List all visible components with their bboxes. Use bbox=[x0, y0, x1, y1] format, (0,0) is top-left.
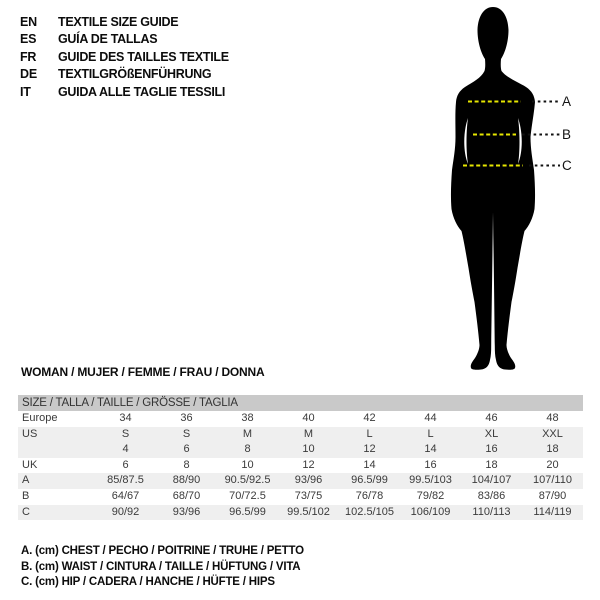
table-row-chest bbox=[18, 473, 583, 489]
size-cell: 70/72.5 bbox=[229, 489, 266, 502]
size-cell: 90.5/92.5 bbox=[224, 474, 271, 487]
language-title-list bbox=[20, 13, 229, 101]
size-cell: 40 bbox=[302, 412, 315, 424]
size-cell: 36 bbox=[180, 412, 193, 424]
size-cell: 12 bbox=[302, 458, 315, 471]
size-cell: 38 bbox=[241, 412, 254, 424]
woman-silhouette bbox=[451, 7, 535, 370]
row-label: Europe bbox=[22, 412, 58, 424]
size-cell: 99.5/103 bbox=[409, 474, 452, 487]
size-cell: 4 bbox=[122, 443, 129, 456]
table-header: SIZE / TALLA / TAILLE / GRÖSSE / TAGLIA bbox=[18, 395, 583, 411]
size-cell: XXL bbox=[542, 427, 563, 440]
lang-code: DE bbox=[20, 67, 37, 82]
size-cell: 14 bbox=[363, 458, 376, 471]
size-cell: 6 bbox=[183, 443, 190, 456]
table-row-us-letters bbox=[18, 427, 583, 443]
woman-silhouette-figure bbox=[413, 4, 578, 376]
size-cell: 79/82 bbox=[416, 489, 445, 502]
size-cell: 96.5/99 bbox=[351, 474, 388, 487]
lang-code: EN bbox=[20, 14, 37, 29]
size-cell: 87/90 bbox=[538, 489, 567, 502]
lang-title: GUIDA ALLE TAGLIE TESSILI bbox=[58, 84, 226, 99]
size-cell: 42 bbox=[363, 412, 376, 424]
size-cell: 64/67 bbox=[111, 489, 140, 502]
size-cell: 114/119 bbox=[533, 505, 572, 518]
size-cell: 99.5/102 bbox=[287, 505, 330, 518]
size-cell: 83/86 bbox=[477, 489, 506, 502]
size-cell: 8 bbox=[244, 443, 251, 456]
size-cell: 8 bbox=[183, 458, 190, 471]
size-cell: L bbox=[366, 427, 373, 440]
size-cell: 14 bbox=[424, 443, 437, 456]
size-cell: 20 bbox=[546, 458, 559, 471]
row-label bbox=[18, 442, 95, 458]
size-cell: 10 bbox=[241, 458, 254, 471]
marker-label-hip: C bbox=[562, 158, 572, 173]
size-cell: 16 bbox=[485, 443, 498, 456]
legend-hip: C. (cm) HIP / CADERA / HANCHE / HÜFTE / HIPS bbox=[21, 576, 275, 589]
size-cell: XL bbox=[484, 427, 499, 440]
legend-chest: A. (cm) CHEST / PECHO / POITRINE / TRUHE / PETTO bbox=[21, 545, 304, 557]
lang-code: ES bbox=[20, 32, 37, 47]
size-cell: 44 bbox=[424, 412, 437, 424]
marker-label-chest: A bbox=[562, 94, 572, 109]
size-cell: 90/92 bbox=[111, 505, 140, 518]
measurement-legend bbox=[21, 544, 304, 591]
lang-title: TEXTILGRÖßENFÜHRUNG bbox=[58, 67, 212, 82]
lang-title: GUIDE DES TAILLES TEXTILE bbox=[58, 49, 229, 64]
size-cell: 48 bbox=[546, 412, 559, 424]
size-table bbox=[18, 395, 583, 520]
lang-title: TEXTILE SIZE GUIDE bbox=[58, 14, 179, 29]
size-cell: 104/107 bbox=[471, 474, 512, 487]
table-row-europe bbox=[18, 411, 583, 427]
size-cell: 93/96 bbox=[172, 505, 201, 518]
lang-row-it bbox=[20, 83, 229, 101]
section-title-woman: WOMAN / MUJER / FEMME / FRAU / DONNA bbox=[21, 365, 265, 379]
size-cell: 12 bbox=[363, 443, 376, 456]
size-cell: 68/70 bbox=[172, 489, 201, 502]
marker-label-waist: B bbox=[562, 127, 572, 142]
size-cell: 18 bbox=[546, 443, 559, 456]
size-cell: 96.5/99 bbox=[229, 505, 266, 518]
size-cell: 106/109 bbox=[410, 505, 451, 518]
lang-row-en bbox=[20, 13, 229, 31]
size-cell: 85/87.5 bbox=[107, 474, 144, 487]
lang-row-fr bbox=[20, 48, 229, 66]
lang-title: GUÍA DE TALLAS bbox=[58, 32, 158, 47]
table-row-us-numbers bbox=[18, 442, 583, 458]
size-cell: L bbox=[427, 427, 434, 440]
size-cell: M bbox=[242, 427, 253, 440]
size-cell: 73/75 bbox=[294, 489, 323, 502]
size-cell: 76/78 bbox=[355, 489, 384, 502]
size-cell: 102.5/105 bbox=[345, 505, 394, 518]
size-cell: 10 bbox=[302, 443, 315, 456]
size-cell: S bbox=[182, 427, 191, 440]
lang-code: FR bbox=[20, 49, 37, 64]
row-label: US bbox=[22, 427, 38, 440]
size-cell: 46 bbox=[485, 412, 498, 424]
size-cell: 93/96 bbox=[294, 474, 323, 487]
row-label: UK bbox=[22, 458, 38, 471]
legend-waist: B. (cm) WAIST / CINTURA / TAILLE / HÜFTUNG / VITA bbox=[21, 560, 301, 573]
lang-row-es bbox=[20, 31, 229, 49]
size-cell: S bbox=[121, 427, 130, 440]
row-label: C bbox=[22, 505, 30, 518]
size-cell: 88/90 bbox=[172, 474, 201, 487]
row-label: B bbox=[22, 489, 30, 502]
table-row-hip bbox=[18, 505, 583, 521]
lang-row-de bbox=[20, 66, 229, 84]
size-cell: 110/113 bbox=[472, 505, 511, 518]
row-label: A bbox=[22, 474, 30, 487]
size-cell: 107/110 bbox=[533, 474, 572, 487]
table-row-uk bbox=[18, 458, 583, 474]
lang-code: IT bbox=[20, 84, 31, 99]
size-cell: M bbox=[303, 427, 314, 440]
size-cell: 34 bbox=[119, 412, 132, 424]
size-cell: 6 bbox=[122, 458, 129, 471]
size-cell: 16 bbox=[424, 458, 437, 471]
size-cell: 18 bbox=[485, 458, 498, 471]
table-row-waist bbox=[18, 489, 583, 505]
